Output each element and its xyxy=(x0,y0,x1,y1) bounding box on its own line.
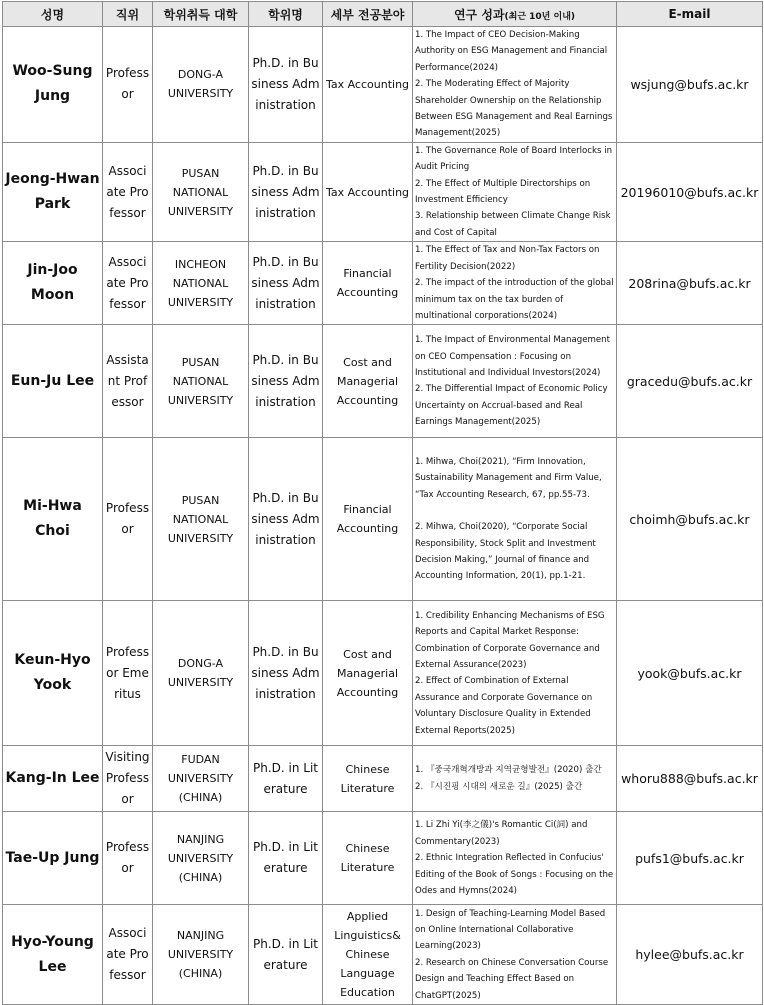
field-cell: Financial Accounting xyxy=(323,242,413,325)
email-cell: 208rina@bufs.ac.kr xyxy=(617,242,763,325)
research-item: 2. Effect of Combination of External Assurance and Corporate Governance on Voluntary Disclosure Quality in Extended External Reports(2025) xyxy=(415,676,593,736)
position-cell: Professor xyxy=(103,812,153,905)
faculty-table xyxy=(2,1,763,1005)
name-cell: Kang-In Lee xyxy=(3,746,103,812)
email-cell: gracedu@bufs.ac.kr xyxy=(617,325,763,438)
header-research-label: 연구 성과 xyxy=(453,7,505,22)
research-cell xyxy=(413,905,617,1005)
research-item: 1. The Impact of CEO Decision-Making Authority on ESG Management and Financial Performance(2024) xyxy=(415,30,608,73)
university-cell: NANJING UNIVERSITY (CHINA) xyxy=(153,812,249,905)
field-cell: Tax Accounting xyxy=(323,27,413,143)
research-item: 2. Research on Chinese Conversation Course Design and Teaching Effect Based on ChatGPT(2025) xyxy=(415,957,609,1001)
research-cell xyxy=(413,812,617,905)
position-cell: Associate Professor xyxy=(103,242,153,325)
table-row xyxy=(3,905,763,1005)
research-item: 1. Mihwa, Choi(2021), “Firm Innovation, Sustainability Management and Firm Value, “Tax Accounting Research, 67, pp.55-73. xyxy=(415,456,602,500)
university-cell: DONG-A UNIVERSITY xyxy=(153,27,249,143)
email-cell: whoru888@bufs.ac.kr xyxy=(617,746,763,812)
email-cell: choimh@bufs.ac.kr xyxy=(617,438,763,601)
name-cell: Jin-Joo Moon xyxy=(3,242,103,325)
table-row xyxy=(3,242,763,325)
research-item: 1. The Impact of Environmental Management on CEO Compensation : Focusing on Institutional and Individual Investors(2024) xyxy=(415,335,610,378)
research-item: 1. 『중국개혁개방과 지역균형발전』(2020) 출간 xyxy=(415,765,602,776)
field-cell: Tax Accounting xyxy=(323,142,413,241)
research-item: 2. The Moderating Effect of Majority Shareholder Ownership on the Relationship Between ESG Management and Real Earnings Management(2025) xyxy=(415,79,613,139)
email-cell: hylee@bufs.ac.kr xyxy=(617,905,763,1005)
table-row xyxy=(3,601,763,746)
position-cell: Professor xyxy=(103,438,153,601)
degree-cell: Ph.D. in Literature xyxy=(249,905,323,1005)
header-row xyxy=(3,2,763,27)
header-field: 세부 전공분야 xyxy=(323,2,413,27)
research-cell xyxy=(413,438,617,601)
position-cell: Associate Professor xyxy=(103,905,153,1005)
degree-cell: Ph.D. in Business Administration xyxy=(249,27,323,143)
table-row xyxy=(3,746,763,812)
field-cell: Financial Accounting xyxy=(323,438,413,601)
university-cell: DONG-A UNIVERSITY xyxy=(153,601,249,746)
header-email: E-mail xyxy=(617,2,763,27)
name-cell: Jeong-Hwan Park xyxy=(3,142,103,241)
position-cell: Professor Emeritus xyxy=(103,601,153,746)
position-cell: Visiting Professor xyxy=(103,746,153,812)
research-item: 1. Li Zhi Yi(李之儀)'s Romantic Ci(詞) and Commentary(2023) xyxy=(415,820,588,847)
research-item: 1. The Effect of Tax and Non-Tax Factors on Fertility Decision(2022) xyxy=(415,245,600,272)
research-item: 2. 『시진핑 시대의 새로운 길』(2025) 출간 xyxy=(415,781,583,792)
header-research-note: (최근 10년 이내) xyxy=(504,11,576,22)
university-cell: PUSAN NATIONAL UNIVERSITY xyxy=(153,325,249,438)
research-item: 1. The Governance Role of Board Interlocks in Audit Pricing xyxy=(415,145,613,173)
name-cell: Hyo-Young Lee xyxy=(3,905,103,1005)
degree-cell: Ph.D. in Business Administration xyxy=(249,242,323,325)
table-row xyxy=(3,325,763,438)
field-cell: Cost and Managerial Accounting xyxy=(323,325,413,438)
degree-cell: Ph.D. in Business Administration xyxy=(249,438,323,601)
research-cell xyxy=(413,27,617,143)
name-cell: Eun-Ju Lee xyxy=(3,325,103,438)
degree-cell: Ph.D. in Literature xyxy=(249,746,323,812)
table-row xyxy=(3,142,763,241)
field-cell: Chinese Literature xyxy=(323,746,413,812)
table-row xyxy=(3,27,763,143)
header-university: 학위취득 대학 xyxy=(153,2,249,27)
header-position: 직위 xyxy=(103,2,153,27)
header-degree: 학위명 xyxy=(249,2,323,27)
position-cell: Associate Professor xyxy=(103,142,153,241)
research-cell xyxy=(413,746,617,812)
research-item: 2. The Effect of Multiple Directorships on Investment Efficiency xyxy=(415,178,591,206)
research-cell xyxy=(413,142,617,241)
research-item: 2. The Differential Impact of Economic Policy Uncertainty on Accrual-based and Real Earnings Management(2025) xyxy=(415,384,608,428)
university-cell: FUDAN UNIVERSITY (CHINA) xyxy=(153,746,249,812)
degree-cell: Ph.D. in Business Administration xyxy=(249,601,323,746)
name-cell: Woo-Sung Jung xyxy=(3,27,103,143)
research-item: 2. Mihwa, Choi(2020), “Corporate Social Responsibility, Stock Split and Investment Decision Making,” Journal of finance and Accounting Information, 20(1), pp.1-21. xyxy=(415,522,596,582)
research-item: 1. Credibility Enhancing Mechanisms of ESG Reports and Capital Market Response: Combination of Corporate Governance and External Assurance(2023) xyxy=(415,610,605,670)
degree-cell: Ph.D. in Business Administration xyxy=(249,142,323,241)
research-item: 1. Design of Teaching-Learning Model Based on Online International Collaborative Learning(2023) xyxy=(415,908,606,952)
email-cell: wsjung@bufs.ac.kr xyxy=(617,27,763,143)
email-cell: 20196010@bufs.ac.kr xyxy=(617,142,763,241)
university-cell: PUSAN NATIONAL UNIVERSITY xyxy=(153,438,249,601)
name-cell: Mi-Hwa Choi xyxy=(3,438,103,601)
research-item xyxy=(415,503,614,519)
degree-cell: Ph.D. in Business Administration xyxy=(249,325,323,438)
research-item: 3. Relationship between Climate Change Risk and Cost of Capital xyxy=(415,211,611,238)
position-cell: Assistant Professor xyxy=(103,325,153,438)
email-cell: yook@bufs.ac.kr xyxy=(617,601,763,746)
university-cell: PUSAN NATIONAL UNIVERSITY xyxy=(153,142,249,241)
email-cell: pufs1@bufs.ac.kr xyxy=(617,812,763,905)
degree-cell: Ph.D. in Literature xyxy=(249,812,323,905)
field-cell: Applied Linguistics& Chinese Language Education xyxy=(323,905,413,1005)
header-research xyxy=(413,2,617,27)
university-cell: NANJING UNIVERSITY (CHINA) xyxy=(153,905,249,1005)
name-cell: Keun-Hyo Yook xyxy=(3,601,103,746)
name-cell: Tae-Up Jung xyxy=(3,812,103,905)
university-cell: INCHEON NATIONAL UNIVERSITY xyxy=(153,242,249,325)
research-cell xyxy=(413,601,617,746)
header-name: 성명 xyxy=(3,2,103,27)
field-cell: Cost and Managerial Accounting xyxy=(323,601,413,746)
table-row xyxy=(3,438,763,601)
research-item: 2. The impact of the introduction of the global minimum tax on the tax burden of multinational corporations(2024) xyxy=(415,278,614,321)
research-cell xyxy=(413,325,617,438)
research-cell xyxy=(413,242,617,325)
table-row xyxy=(3,812,763,905)
research-item: 2. Ethnic Integration Reflected in Confucius' Editing of the Book of Songs : Focusing on the Odes and Hymns(2024) xyxy=(415,853,614,896)
field-cell: Chinese Literature xyxy=(323,812,413,905)
position-cell: Professor xyxy=(103,27,153,143)
